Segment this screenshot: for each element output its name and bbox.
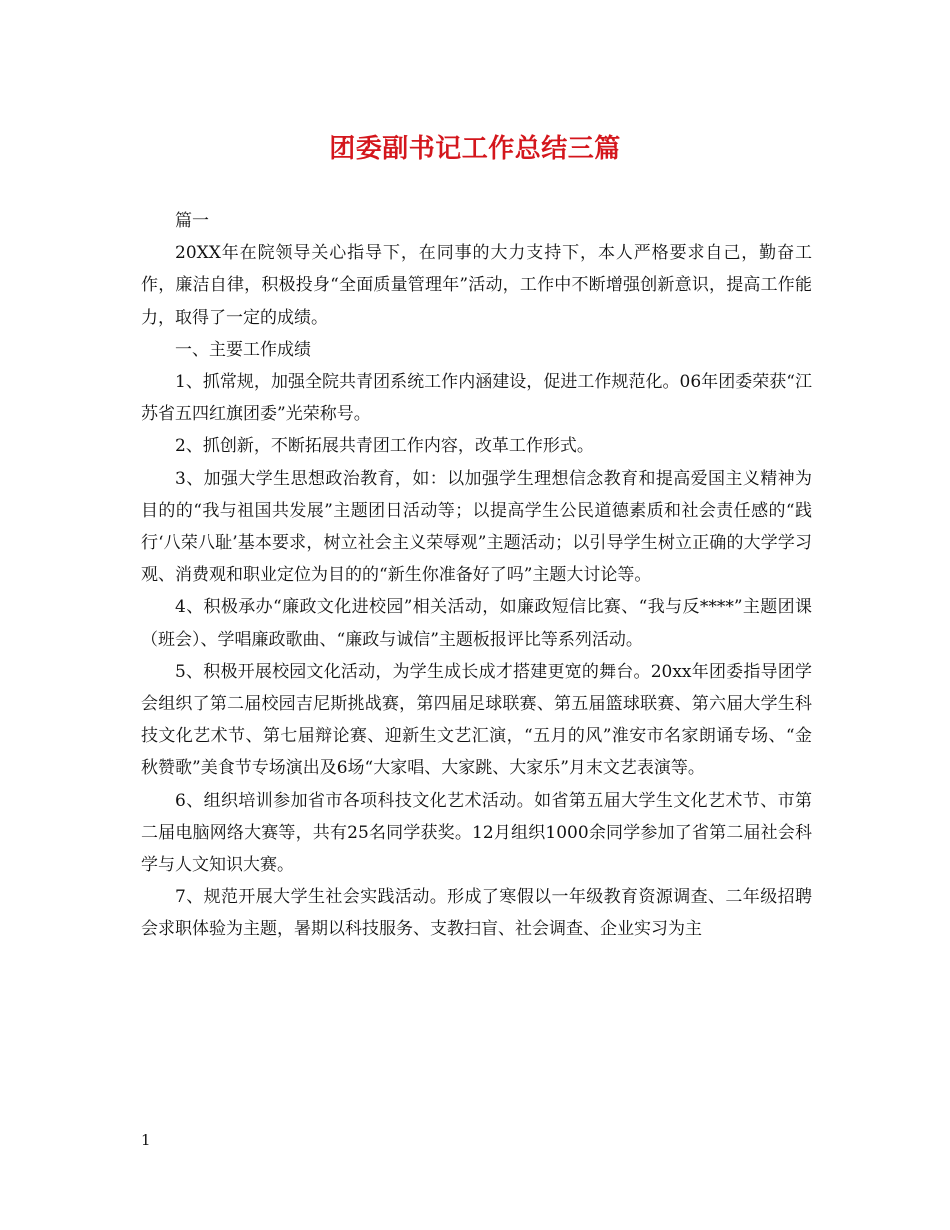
achievement-item-5: 5、积极开展校园文化活动，为学生成长成才搭建更宽的舞台。20xx年团委指导团学会组织了第二届校园吉尼斯挑战赛，第四届足球联赛、第五届篮球联赛、第六届大学生科技文化艺术节、第七届辩论赛、迎新生文艺汇演，“五月的风”淮安市名家朗诵专场、“金秋赞歌”美食节专场演出及6场“大家唱、大家跳、大家乐”月末文艺表演等。 (141, 661, 812, 779)
intro-paragraph: 20XX年在院领导关心指导下，在同事的大力支持下，本人严格要求自己，勤奋工作，廉洁自律，积极投身“全面质量管理年”活动，工作中不断增强创新意识，提高工作能力，取得了一定的成绩。 (141, 243, 812, 328)
section-heading-main-achievements: 一、主要工作成绩 (175, 339, 311, 360)
achievement-item-6: 6、组织培训参加省市各项科技文化艺术活动。如省第五届大学生文化艺术节、市第二届电脑网络大赛等，共有25名同学获奖。12月组织1000余同学参加了省第二届社会科学与人文知识大赛。 (141, 790, 812, 876)
page-number: 1 (141, 1131, 151, 1149)
achievement-item-2: 2、抓创新，不断拓展共青团工作内容，改革工作形式。 (175, 436, 594, 457)
achievement-item-7: 7、规范开展大学生社会实践活动。形成了寒假以一年级教育资源调查、二年级招聘会求职体验为主题，暑期以科技服务、支教扫盲、社会调查、企业实习为主 (141, 887, 812, 940)
document-title: 团委副书记工作总结三篇 (329, 134, 621, 164)
achievement-item-3: 3、加强大学生思想政治教育，如：以加强学生理想信念教育和提高爱国主义精神为目的的“我与祖国共发展”主题团日活动等；以提高学生公民道德素质和社会责任感的“践行‘八荣八耻’基本要求，树立社会主义荣辱观”主题活动；以引导学生树立正确的大学学习观、消费观和职业定位为目的的“新生你准备好了吗”主题大讨论等。 (141, 468, 812, 586)
section-heading-part-one: 篇一 (175, 211, 209, 231)
document-body (141, 205, 812, 946)
achievement-item-4: 4、积极承办“廉政文化进校园”相关活动，如廉政短信比赛、“我与反****”主题团课（班会）、学唱廉政歌曲、“廉政与诚信”主题板报评比等系列活动。 (141, 597, 812, 650)
achievement-item-1: 1、抓常规，加强全院共青团系统工作内涵建设，促进工作规范化。06年团委荣获“江苏省五四红旗团委”光荣称号。 (141, 372, 812, 425)
